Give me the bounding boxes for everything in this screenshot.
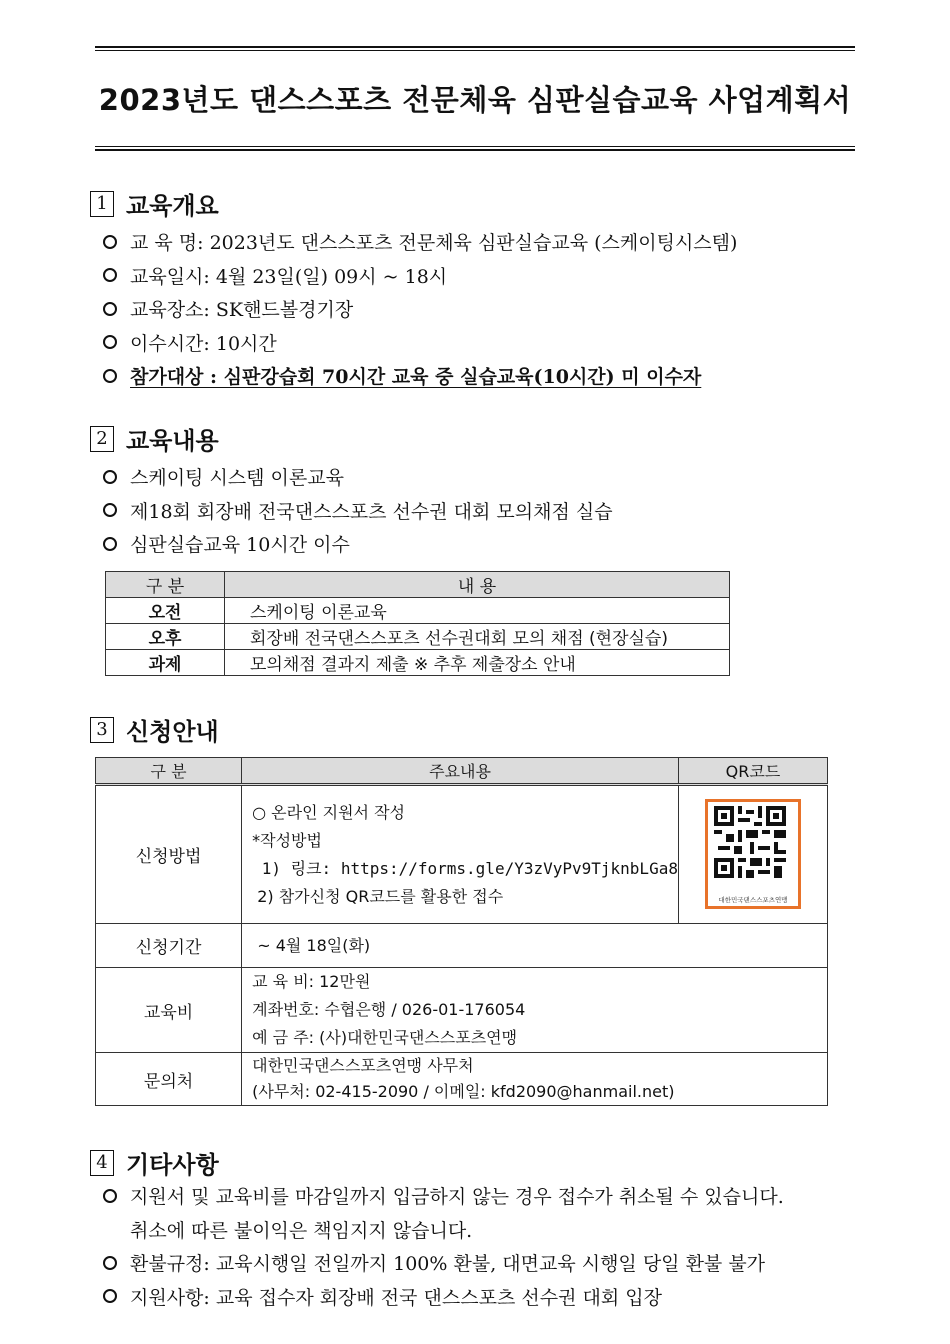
contact-info: (사무처: 02-415-2090 / 이메일: kfd2090@hanmail.net): [252, 1082, 675, 1101]
overview-list: [103, 225, 737, 393]
table-row-fee: 교육비 교 육 비: 12만원 계좌번호: 수협은행 / 026-01-176054 예 금 주: (사)대한민국댄스스포츠연맹: [96, 968, 828, 1053]
circle-bullet-icon: [103, 470, 117, 484]
list-item: 제18회 회장배 전국댄스스포츠 선수권 대회 모의채점 실습: [103, 494, 613, 528]
schedule-table: [105, 571, 730, 676]
table-header: 내 용: [225, 572, 730, 598]
list-item: 스케이팅 시스템 이론교육: [103, 460, 613, 494]
circle-bullet-icon: [103, 235, 117, 249]
section-number: 4: [90, 1150, 114, 1176]
table-header: 구 분: [106, 572, 225, 598]
application-table: [95, 757, 828, 1106]
title-bottom-rule: [95, 146, 855, 151]
document-title: 2023년도 댄스스포츠 전문체육 심판실습교육 사업계획서: [98, 83, 852, 117]
content-list: [103, 460, 613, 561]
section-3-heading: [90, 712, 219, 747]
circle-bullet-icon: [103, 1256, 117, 1270]
circle-bullet-icon: [103, 1189, 117, 1203]
list-item-target: 참가대상 : 심판강습회 70시간 교육 중 실습교육(10시간) 미 이수자: [103, 359, 737, 393]
section-title: 교육개요: [126, 192, 219, 220]
circle-bullet-icon: [103, 537, 117, 551]
section-title: 교육내용: [126, 427, 219, 455]
section-4-heading: [90, 1145, 219, 1180]
section-number: 1: [90, 191, 114, 217]
circle-bullet-icon: [103, 369, 117, 383]
list-item: 지원서 및 교육비를 마감일까지 입금하지 않는 경우 접수가 취소될 수 있습니다.: [103, 1179, 784, 1213]
table-row-period: 신청기간 ~ 4월 18일(화): [96, 924, 828, 968]
section-2-heading: [90, 421, 219, 456]
list-item: 이수시간: 10시간: [103, 326, 737, 360]
list-item-continuation: 취소에 따른 불이익은 책임지지 않습니다.: [130, 1219, 473, 1242]
section-title: 기타사항: [126, 1151, 219, 1179]
circle-bullet-icon: [103, 1289, 117, 1303]
circle-bullet-icon: [103, 503, 117, 517]
title-top-rule: [95, 46, 855, 51]
table-row-contact: 문의처 대한민국댄스스포츠연맹 사무처 (사무처: 02-415-2090 / 이메일: kfd2090@hanmail.net): [96, 1053, 828, 1106]
section-1-heading: [90, 186, 219, 221]
list-item: 교육일시: 4월 23일(일) 09시 ~ 18시: [103, 259, 737, 293]
table-header: 구 분: [96, 758, 242, 785]
circle-bullet-icon: [103, 335, 117, 349]
circle-bullet-icon: [103, 302, 117, 316]
list-item: 교육장소: SK핸드볼경기장: [103, 292, 737, 326]
table-row: 오전 스케이팅 이론교육: [106, 598, 730, 624]
etc-list: [103, 1179, 784, 1313]
table-row: 오후 회장배 전국댄스스포츠 선수권대회 모의 채점 (현장실습): [106, 624, 730, 650]
form-link[interactable]: 1) 링크: https://forms.gle/Y3zVyPv9TjknbLGa8: [252, 858, 678, 878]
table-header: 주요내용: [242, 758, 679, 785]
list-item: 환불규정: 교육시행일 전일까지 100% 환불, 대면교육 시행일 당일 환불 불가: [103, 1246, 784, 1280]
table-row: 과제 모의채점 결과지 제출 ※ 추후 제출장소 안내: [106, 650, 730, 676]
qr-code[interactable]: [705, 799, 801, 909]
table-header: QR코드: [678, 758, 827, 785]
section-title: 신청안내: [126, 718, 219, 746]
qr-caption: 대한민국댄스스포츠연맹: [718, 895, 788, 904]
list-item: 지원사항: 교육 접수자 회장배 전국 댄스스포츠 선수권 대회 입장: [103, 1280, 784, 1314]
section-number: 2: [90, 426, 114, 452]
list-item: 심판실습교육 10시간 이수: [103, 527, 613, 561]
list-item: 교 육 명: 2023년도 댄스스포츠 전문체육 심판실습교육 (스케이팅시스템): [103, 225, 737, 259]
section-number: 3: [90, 717, 114, 743]
qr-code-icon: [714, 806, 786, 886]
circle-bullet-icon: [103, 268, 117, 282]
table-row-method: 신청방법 ○ 온라인 지원서 작성 *작성방법 1) 링크: https://forms.gle/Y3zVyPv9TjknbLGa8 2) 참가신청 QR코드를 활용한 접수 대한민국댄스스포츠연맹: [96, 785, 828, 924]
